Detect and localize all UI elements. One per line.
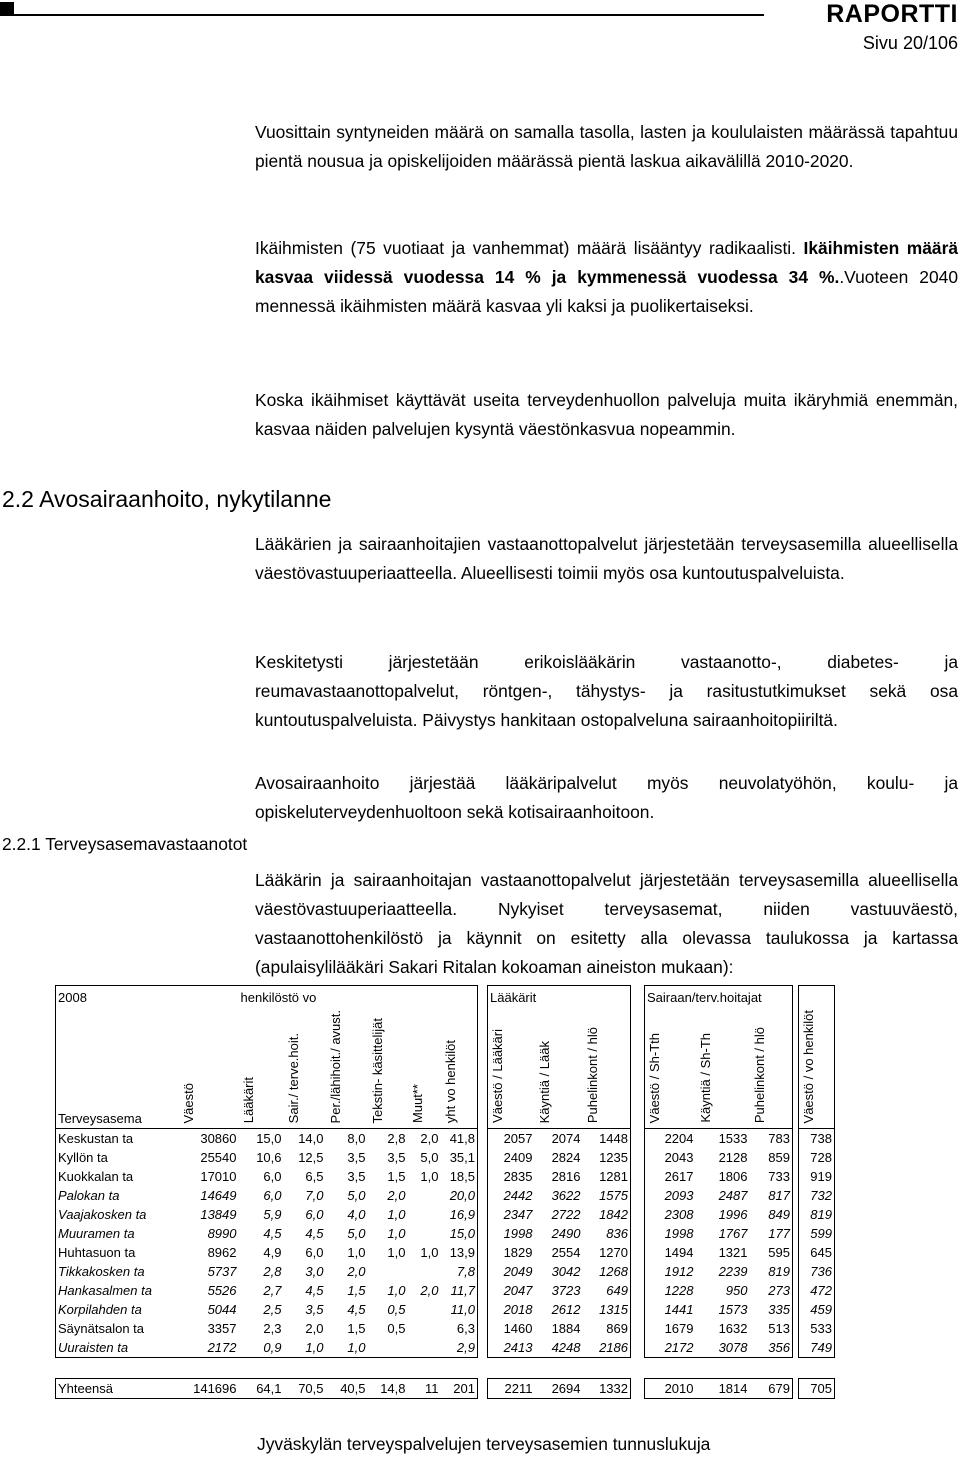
table-cell: 783 (750, 1129, 793, 1149)
table-cell: 738 (799, 1129, 835, 1149)
column-header-label: Lääkärit (240, 1076, 256, 1123)
total-cell: 141696 (179, 1379, 239, 1399)
table-cell: 1,0 (387, 1226, 406, 1241)
table-cell: 1,0 (387, 1283, 406, 1298)
table-column-header (56, 1008, 835, 1129)
table-caption: Jyväskylän terveyspalvelujen terveysasemien tunnuslukuja (257, 1434, 711, 1454)
table-row (56, 1129, 835, 1149)
column-header (368, 1008, 408, 1129)
paragraph-births: Vuosittain syntyneiden määrä on samalla tasolla, lasten ja koululaisten määrässä tapahtuu pientä nousua ja opiskelijoiden määrässä pientä laskua aikavälillä 2010-2020. (255, 122, 958, 171)
table-cell: 1,0 (387, 1245, 406, 1260)
total-label: Yhteensä (56, 1379, 179, 1399)
column-header (239, 1008, 284, 1129)
elderly-emphasis: Ikäihmisten määrä kasvaa viidessä vuodessa 14 % ja kymmenessä vuodessa 34 %. (255, 238, 959, 287)
total-cell: 70,5 (284, 1379, 326, 1399)
table-cell: 6,0 (305, 1207, 324, 1222)
table-cell: 1460 (488, 1319, 535, 1338)
table-cell: 1441 (645, 1300, 696, 1319)
table-cell: 513 (750, 1319, 793, 1338)
row-gap (478, 1186, 488, 1205)
row-gap (631, 1205, 645, 1224)
table-cell: 7,0 (305, 1188, 324, 1203)
paragraph-centralized: Keskitetysti järjestetään erikoislääkärin vastaanotto-, diabetes- ja reumavastaanottopalvelut, röntgen-, tähystys- ja rasitustutkimukset sekä osa kuntoutuspalveluista. Päivystys hankitaan ostopalveluna sairaanhoitopiiriltä. (255, 652, 958, 730)
header-rule (14, 14, 764, 16)
table-cell: 1448 (583, 1129, 631, 1149)
table-cell: 1767 (718, 1226, 748, 1241)
table-cell: 1,0 (387, 1207, 406, 1222)
column-header (583, 1008, 631, 1129)
table-cell: 1281 (583, 1167, 631, 1186)
table-cell: 1270 (583, 1243, 631, 1262)
table-cell: 356 (750, 1338, 793, 1358)
table-cell: 2442 (488, 1186, 535, 1205)
table-cell: 817 (750, 1186, 793, 1205)
column-header-label: Väestö / vo henkilöt (801, 1009, 816, 1123)
table-cell: 4248 (535, 1338, 583, 1358)
table-cell: 1,0 (420, 1245, 439, 1260)
row-gap (478, 1338, 488, 1358)
table-cell: 2,9 (441, 1338, 478, 1358)
table-row (56, 1186, 835, 1205)
table-cell (408, 1300, 441, 1319)
row-gap (478, 1148, 488, 1167)
table-cell: 1,0 (326, 1338, 368, 1358)
table-cell: 1679 (645, 1319, 696, 1338)
column-header (645, 1008, 696, 1129)
row-gap (478, 1129, 488, 1149)
station-name: Palokan ta (56, 1186, 179, 1205)
table-cell: 1996 (718, 1207, 748, 1222)
row-gap (631, 1167, 645, 1186)
column-header (441, 1008, 478, 1129)
table-cell: 35,1 (441, 1148, 478, 1167)
health-station-table (55, 985, 835, 1399)
table-cell: 459 (799, 1300, 835, 1319)
row-gap (631, 1319, 645, 1338)
table-cell: 1884 (551, 1321, 581, 1336)
section-heading: 2.2 Avosairaanhoito, nykytilanne (2, 486, 332, 512)
table-cell: 6,3 (441, 1319, 478, 1338)
paragraph-demand: Koska ikäihmiset käyttävät useita terveydenhuollon palveluja muita ikäryhmiä enemmän, kasvaa näiden palvelujen kysyntä väestönkasvua nopeammin. (255, 390, 958, 439)
subsection-heading: 2.2.1 Terveysasemavastaanotot (2, 834, 248, 854)
table-cell: 2487 (718, 1188, 748, 1203)
column-header (284, 1008, 326, 1129)
table-cell (408, 1262, 441, 1281)
year-cell: 2008 (56, 986, 179, 1009)
header-bar-block (0, 2, 14, 16)
column-header-label: Väestö (180, 1082, 196, 1123)
row-gap (631, 1262, 645, 1281)
row-gap (631, 1186, 645, 1205)
table-cell: 2413 (488, 1338, 535, 1358)
table-cell: 11,7 (441, 1281, 478, 1300)
table-cell: 6,0 (263, 1169, 282, 1184)
column-header-label: Käyntiä / Lääk (536, 1040, 552, 1123)
row-gap (631, 1281, 645, 1300)
table-cell: 6,0 (263, 1188, 282, 1203)
column-header (326, 1008, 368, 1129)
total-cell: 40,5 (326, 1379, 368, 1399)
table-cell: 1912 (645, 1262, 696, 1281)
table-cell: 859 (750, 1148, 793, 1167)
table-cell: 1268 (583, 1262, 631, 1281)
table-cell: 819 (799, 1205, 835, 1224)
table-cell: 732 (799, 1186, 835, 1205)
header-gap (631, 986, 645, 1009)
table-cell: 335 (750, 1300, 793, 1319)
row-gap (631, 1129, 645, 1149)
table-cell: 950 (725, 1283, 748, 1298)
table-cell: 1575 (583, 1186, 631, 1205)
table-cell: 2409 (488, 1148, 535, 1167)
table-cell: 2074 (551, 1131, 581, 1146)
group-nurses-label: Sairaan/terv.hoitajat (645, 986, 793, 1009)
table-cell: 18,5 (441, 1167, 478, 1186)
column-header (799, 1008, 835, 1129)
column-header (488, 1008, 535, 1129)
table-cell: 919 (799, 1167, 835, 1186)
paragraph-outpatient: Avosairaanhoito järjestää lääkäripalvelut myös neuvolatyöhön, koulu- ja opiskeluterveydenhuoltoon sekä kotisairaanhoitoon. (255, 773, 958, 822)
table-cell: 2093 (645, 1186, 696, 1205)
row-gap (478, 1205, 488, 1224)
table-cell: 2,0 (420, 1131, 439, 1146)
table-cell: 869 (583, 1319, 631, 1338)
row-gap (478, 1167, 488, 1186)
table-cell: 3,0 (305, 1264, 324, 1279)
table-cell: 1494 (645, 1243, 696, 1262)
table-cell: 3078 (696, 1338, 750, 1358)
table-cell: 836 (583, 1224, 631, 1243)
paragraph-elderly (255, 234, 958, 321)
table-row (56, 1224, 835, 1243)
table-cell: 2,0 (387, 1188, 406, 1203)
column-header-label: Muut** (409, 1083, 425, 1123)
table-cell: 2172 (645, 1338, 696, 1358)
row-gap (631, 1379, 645, 1399)
table-cell: 595 (750, 1243, 793, 1262)
table-cell: 0,5 (387, 1321, 406, 1336)
table-cell: 5,0 (347, 1226, 366, 1241)
station-name: Keskustan ta (56, 1129, 179, 1149)
row-gap (631, 1338, 645, 1358)
column-header (179, 1008, 239, 1129)
table-cell: 599 (799, 1224, 835, 1243)
table-cell: 2,5 (263, 1302, 282, 1317)
table-cell: 13849 (200, 1207, 237, 1222)
table-cell: 1829 (488, 1243, 535, 1262)
table-cell: 2,3 (263, 1321, 282, 1336)
table-cell: 3,5 (387, 1150, 406, 1165)
table-cell: 10,6 (256, 1150, 282, 1165)
total-cell: 2694 (535, 1379, 583, 1399)
table-cell: 1,5 (347, 1283, 366, 1298)
table-cell: 728 (799, 1148, 835, 1167)
table-cell: 1,0 (284, 1338, 326, 1358)
header-gap (478, 1008, 488, 1129)
total-cell: 11 (408, 1379, 441, 1399)
row-gap (478, 1281, 488, 1300)
table-cell: 749 (799, 1338, 835, 1358)
table-cell (408, 1319, 441, 1338)
table-cell: 1,5 (387, 1169, 406, 1184)
table-row (56, 1243, 835, 1262)
table-cell: 11,0 (441, 1300, 478, 1319)
station-name: Huhtasuon ta (56, 1243, 179, 1262)
table-cell: 25540 (200, 1150, 237, 1165)
table-cell: 1842 (583, 1205, 631, 1224)
table-cell: 0,5 (387, 1302, 406, 1317)
station-name: Muuramen ta (56, 1224, 179, 1243)
table-cell: 3,5 (347, 1169, 366, 1184)
table-row (56, 1262, 835, 1281)
table-cell: 30860 (200, 1131, 237, 1146)
table-cell: 3723 (551, 1283, 581, 1298)
table-cell: 2835 (488, 1167, 535, 1186)
table-cell: 2612 (551, 1302, 581, 1317)
table-cell: 472 (799, 1281, 835, 1300)
table-cell: 849 (750, 1205, 793, 1224)
station-name: Kyllön ta (56, 1148, 179, 1167)
table-cell: 41,8 (441, 1129, 478, 1149)
table-cell: 6,5 (305, 1169, 324, 1184)
table-group-header (56, 986, 835, 1009)
table-cell: 2049 (488, 1262, 535, 1281)
table-row (56, 1281, 835, 1300)
column-header-label: yht vo henkilöt (442, 1039, 458, 1123)
table-cell: 2,0 (305, 1321, 324, 1336)
table-row (56, 1205, 835, 1224)
table-cell: 4,0 (347, 1207, 366, 1222)
total-cell: 201 (441, 1379, 478, 1399)
table-cell: 4,5 (263, 1226, 282, 1241)
column-header-label: Väestö / Lääkäri (490, 1029, 505, 1123)
table-row (56, 1167, 835, 1186)
row-gap (631, 1243, 645, 1262)
table-cell: 1,5 (347, 1321, 366, 1336)
table-cell: 2824 (551, 1150, 581, 1165)
table-cell: 645 (799, 1243, 835, 1262)
table-cell (408, 1224, 441, 1243)
table-cell: 3,5 (305, 1302, 324, 1317)
table-cell (408, 1205, 441, 1224)
table-cell: 649 (583, 1281, 631, 1300)
table-cell: 4,5 (347, 1302, 366, 1317)
row-gap (478, 1300, 488, 1319)
table-cell: 4,5 (305, 1283, 324, 1298)
table-cell: 1235 (583, 1148, 631, 1167)
table-cell: 2,0 (420, 1283, 439, 1298)
row-gap (478, 1243, 488, 1262)
table-cell: 2308 (645, 1205, 696, 1224)
table-cell: 736 (799, 1262, 835, 1281)
header-spacer (799, 986, 835, 1009)
station-name: Säynätsalon ta (56, 1319, 179, 1338)
table-cell: 14,0 (298, 1131, 324, 1146)
group-staff-label: henkilöstö vo (239, 986, 478, 1009)
table-cell: 16,9 (441, 1205, 478, 1224)
column-header-station: Terveysasema (56, 1008, 179, 1129)
table-cell: 4,5 (305, 1226, 324, 1241)
row-gap (478, 1379, 488, 1399)
row-gap (478, 1224, 488, 1243)
table-cell: 3,5 (347, 1150, 366, 1165)
row-gap (478, 1319, 488, 1338)
row-gap (631, 1224, 645, 1243)
table-cell: 177 (750, 1224, 793, 1243)
table-cell: 5,0 (420, 1150, 439, 1165)
table-cell: 8990 (207, 1226, 237, 1241)
table-cell: 15,0 (441, 1224, 478, 1243)
station-name: Vaajakosken ta (56, 1205, 179, 1224)
table-cell: 1632 (718, 1321, 748, 1336)
table-cell: 733 (750, 1167, 793, 1186)
total-row (56, 1379, 835, 1399)
table-cell: 4,9 (263, 1245, 282, 1260)
paragraph-services: Lääkärien ja sairaanhoitajien vastaanottopalvelut järjestetään terveysasemilla alueellisella väestövastuuperiaatteella. Alueellisesti toimii myös osa kuntoutuspalveluista. (255, 534, 958, 583)
table-cell: 2816 (551, 1169, 581, 1184)
table-cell: 5044 (207, 1302, 237, 1317)
table-cell: 12,5 (298, 1150, 324, 1165)
column-header (408, 1008, 441, 1129)
table-cell: 7,8 (441, 1262, 478, 1281)
table-cell: 2057 (488, 1129, 535, 1149)
table-cell: 8962 (207, 1245, 237, 1260)
table-cell: 273 (750, 1281, 793, 1300)
table-cell: 2047 (488, 1281, 535, 1300)
table-cell (408, 1338, 441, 1358)
table-cell: 2,8 (387, 1131, 406, 1146)
elderly-rest: .Vuoteen 2040 mennessä ikäihmisten määrä kasvaa yli kaksi ja puolikertaiseksi. (255, 267, 958, 316)
spacer-cell (56, 1358, 835, 1379)
table-cell: 5,9 (263, 1207, 282, 1222)
column-header (535, 1008, 583, 1129)
total-cell: 1814 (696, 1379, 750, 1399)
table-cell: 2,0 (347, 1264, 366, 1279)
table-row (56, 1338, 835, 1358)
table-cell: 1315 (583, 1300, 631, 1319)
spacer-row (56, 1358, 835, 1379)
table-cell: 2,8 (263, 1264, 282, 1279)
table-cell: 2722 (551, 1207, 581, 1222)
column-header-label: Per./lähihoit./ avust. (327, 1009, 343, 1123)
table-cell: 1321 (718, 1245, 748, 1260)
table-cell: 0,9 (239, 1338, 284, 1358)
station-name: Tikkakosken ta (56, 1262, 179, 1281)
station-name: Korpilahden ta (56, 1300, 179, 1319)
table-cell: 1806 (718, 1169, 748, 1184)
table-cell: 20,0 (441, 1186, 478, 1205)
table-cell: 3622 (551, 1188, 581, 1203)
header-gap (478, 986, 488, 1009)
total-cell: 679 (750, 1379, 793, 1399)
table-cell: 2,7 (263, 1283, 282, 1298)
table-cell: 1998 (488, 1224, 535, 1243)
table-cell: 2347 (488, 1205, 535, 1224)
table-cell (368, 1262, 408, 1281)
table-row (56, 1148, 835, 1167)
table-cell: 6,0 (305, 1245, 324, 1260)
column-header-label: Sair./ terve.hoit. (285, 1032, 301, 1123)
table-cell: 13,9 (441, 1243, 478, 1262)
table-cell: 1533 (718, 1131, 748, 1146)
page-number: Sivu 20/106 (862, 33, 958, 53)
row-gap (631, 1300, 645, 1319)
column-header-label: Käyntiä / Sh-Th (697, 1033, 713, 1123)
total-cell: 1332 (583, 1379, 631, 1399)
table-cell: 3357 (207, 1321, 237, 1336)
report-title: RAPORTTI (826, 0, 958, 28)
column-header (750, 1008, 793, 1129)
table-cell: 2204 (645, 1129, 696, 1149)
elderly-text: Ikäihmisten (75 vuotiaat ja vanhemmat) määrä lisääntyy radikaalisti. (255, 238, 804, 258)
station-name: Kuokkalan ta (56, 1167, 179, 1186)
table-cell: 8,0 (347, 1131, 366, 1146)
column-header-label: Puhelinkont / hlö (584, 1026, 600, 1123)
table-cell: 2239 (718, 1264, 748, 1279)
header-gap (631, 1008, 645, 1129)
total-cell: 2010 (645, 1379, 696, 1399)
station-name: Uuraisten ta (56, 1338, 179, 1358)
table-cell: 3042 (551, 1264, 581, 1279)
table-cell: 1,0 (347, 1245, 366, 1260)
total-cell: 64,1 (239, 1379, 284, 1399)
table-cell: 1228 (645, 1281, 696, 1300)
column-header-label: Väestö / Sh-Tth (647, 1032, 662, 1123)
table-cell: 17010 (200, 1169, 237, 1184)
table-cell: 5526 (207, 1283, 237, 1298)
station-name: Hankasalmen ta (56, 1281, 179, 1300)
table-cell: 2043 (645, 1148, 696, 1167)
table-cell: 15,0 (256, 1131, 282, 1146)
table-cell: 2554 (551, 1245, 581, 1260)
table-row (56, 1300, 835, 1319)
table-cell: 1573 (718, 1302, 748, 1317)
total-cell: 14,8 (368, 1379, 408, 1399)
paragraph-stations: Lääkärin ja sairaanhoitajan vastaanottopalvelut järjestetään terveysasemilla alueellisella väestövastuuperiaatteella. Nykyiset terveysasemat, niiden vastuuväestö, vastaanottohenkilöstö ja käynnit on esitetty alla olevassa taulukossa ja kartassa (apulaisylilääkäri Sakari Ritalan kokoaman aineiston mukaan): (255, 870, 958, 977)
table-cell: 533 (799, 1319, 835, 1338)
table-cell: 2617 (645, 1167, 696, 1186)
column-header (696, 1008, 750, 1129)
table-cell: 14649 (200, 1188, 237, 1203)
table-cell: 2128 (718, 1150, 748, 1165)
table-cell: 2186 (583, 1338, 631, 1358)
table-cell: 2490 (551, 1226, 581, 1241)
table-cell (368, 1338, 408, 1358)
row-gap (631, 1148, 645, 1167)
table-cell: 5,0 (347, 1188, 366, 1203)
column-header-label: Tekstin- käsittelijät (369, 1017, 385, 1123)
table-cell: 2172 (179, 1338, 239, 1358)
table-row (56, 1319, 835, 1338)
column-header-label: Puhelinkont / hlö (751, 1026, 767, 1123)
row-gap (478, 1262, 488, 1281)
table-cell: 1,0 (420, 1169, 439, 1184)
table-cell: 819 (750, 1262, 793, 1281)
group-doctors-label: Lääkärit (488, 986, 631, 1009)
total-cell: 2211 (488, 1379, 535, 1399)
table-cell: 1998 (645, 1224, 696, 1243)
table-cell: 5737 (207, 1264, 237, 1279)
total-cell: 705 (799, 1379, 835, 1399)
header-spacer (179, 986, 239, 1009)
table-cell: 2018 (488, 1300, 535, 1319)
table-cell (408, 1186, 441, 1205)
